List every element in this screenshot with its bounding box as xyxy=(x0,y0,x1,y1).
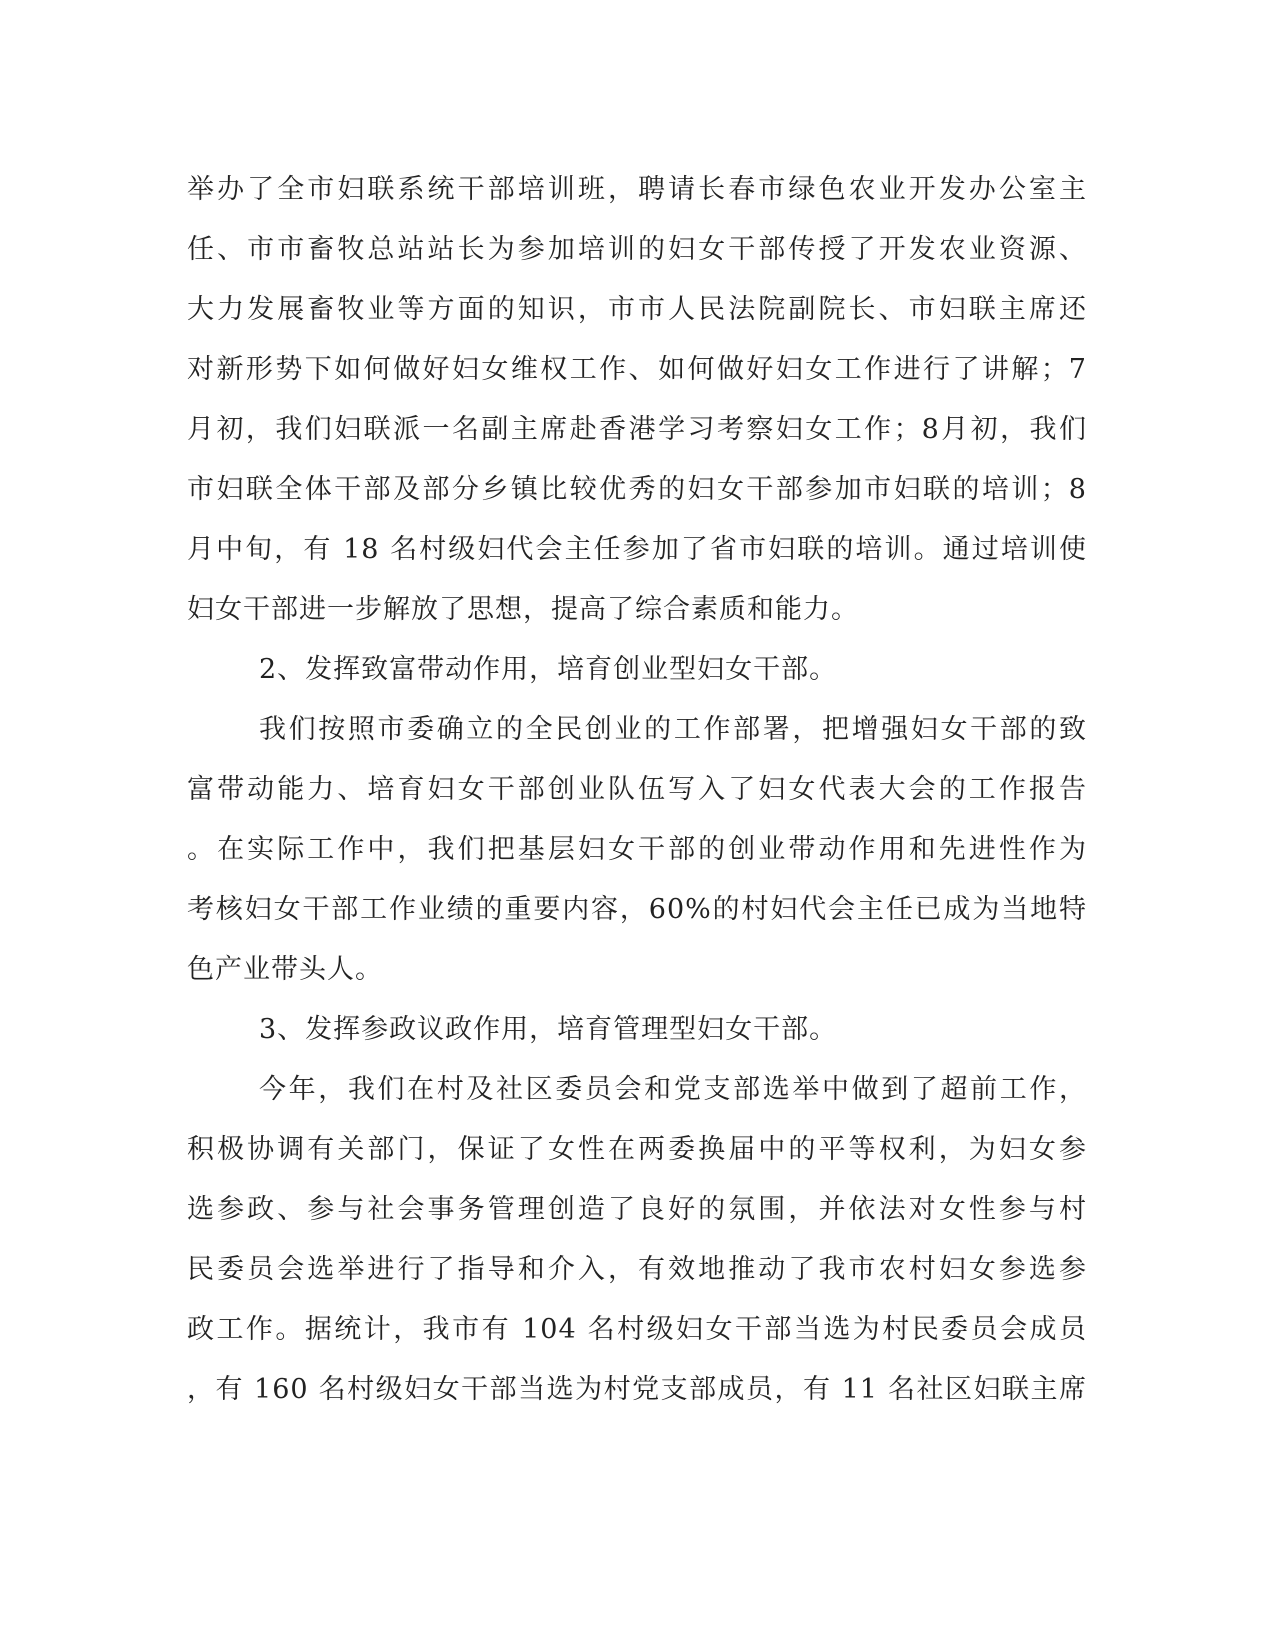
section-heading: 3、发挥参政议政作用，培育管理型妇女干部。 xyxy=(259,1014,838,1045)
text-line: 月初，我们妇联派一名副主席赴香港学习考察妇女工作；8月初，我们 xyxy=(187,414,1087,445)
text-line: 举办了全市妇联系统干部培训班，聘请长春市绿色农业开发办公室主 xyxy=(187,174,1087,205)
text-line: 色产业带头人。 xyxy=(187,954,383,985)
text-line: 妇女干部进一步解放了思想，提高了综合素质和能力。 xyxy=(187,594,859,625)
text-line: 积极协调有关部门，保证了女性在两委换届中的平等权利，为妇女参 xyxy=(187,1134,1087,1165)
text-line: 月中旬，有 18 名村级妇代会主任参加了省市妇联的培训。通过培训使 xyxy=(187,534,1087,565)
text-line: 民委员会选举进行了指导和介入，有效地推动了我市农村妇女参选参 xyxy=(187,1254,1087,1285)
paragraph-first-line: 今年，我们在村及社区委员会和党支部选举中做到了超前工作， xyxy=(259,1074,1087,1105)
section-heading: 2、发挥致富带动作用，培育创业型妇女干部。 xyxy=(259,654,838,685)
text-line: 富带动能力、培育妇女干部创业队伍写入了妇女代表大会的工作报告 xyxy=(187,774,1087,805)
text-line: 。在实际工作中，我们把基层妇女干部的创业带动作用和先进性作为 xyxy=(187,834,1087,865)
document-body xyxy=(187,160,1087,1420)
text-line: 考核妇女干部工作业绩的重要内容，60%的村妇代会主任已成为当地特 xyxy=(187,894,1087,925)
text-line: 选参政、参与社会事务管理创造了良好的氛围，并依法对女性参与村 xyxy=(187,1194,1087,1225)
text-line: ，有 160 名村级妇女干部当选为村党支部成员，有 11 名社区妇联主席 xyxy=(187,1374,1087,1405)
text-line: 对新形势下如何做好妇女维权工作、如何做好妇女工作进行了讲解；7 xyxy=(187,354,1087,385)
text-line: 大力发展畜牧业等方面的知识，市市人民法院副院长、市妇联主席还 xyxy=(187,294,1087,325)
text-line: 市妇联全体干部及部分乡镇比较优秀的妇女干部参加市妇联的培训；8 xyxy=(187,474,1087,505)
paragraph-first-line: 我们按照市委确立的全民创业的工作部署，把增强妇女干部的致 xyxy=(259,714,1087,745)
text-line: 政工作。据统计，我市有 104 名村级妇女干部当选为村民委员会成员 xyxy=(187,1314,1087,1345)
text-line: 任、市市畜牧总站站长为参加培训的妇女干部传授了开发农业资源、 xyxy=(187,234,1087,265)
